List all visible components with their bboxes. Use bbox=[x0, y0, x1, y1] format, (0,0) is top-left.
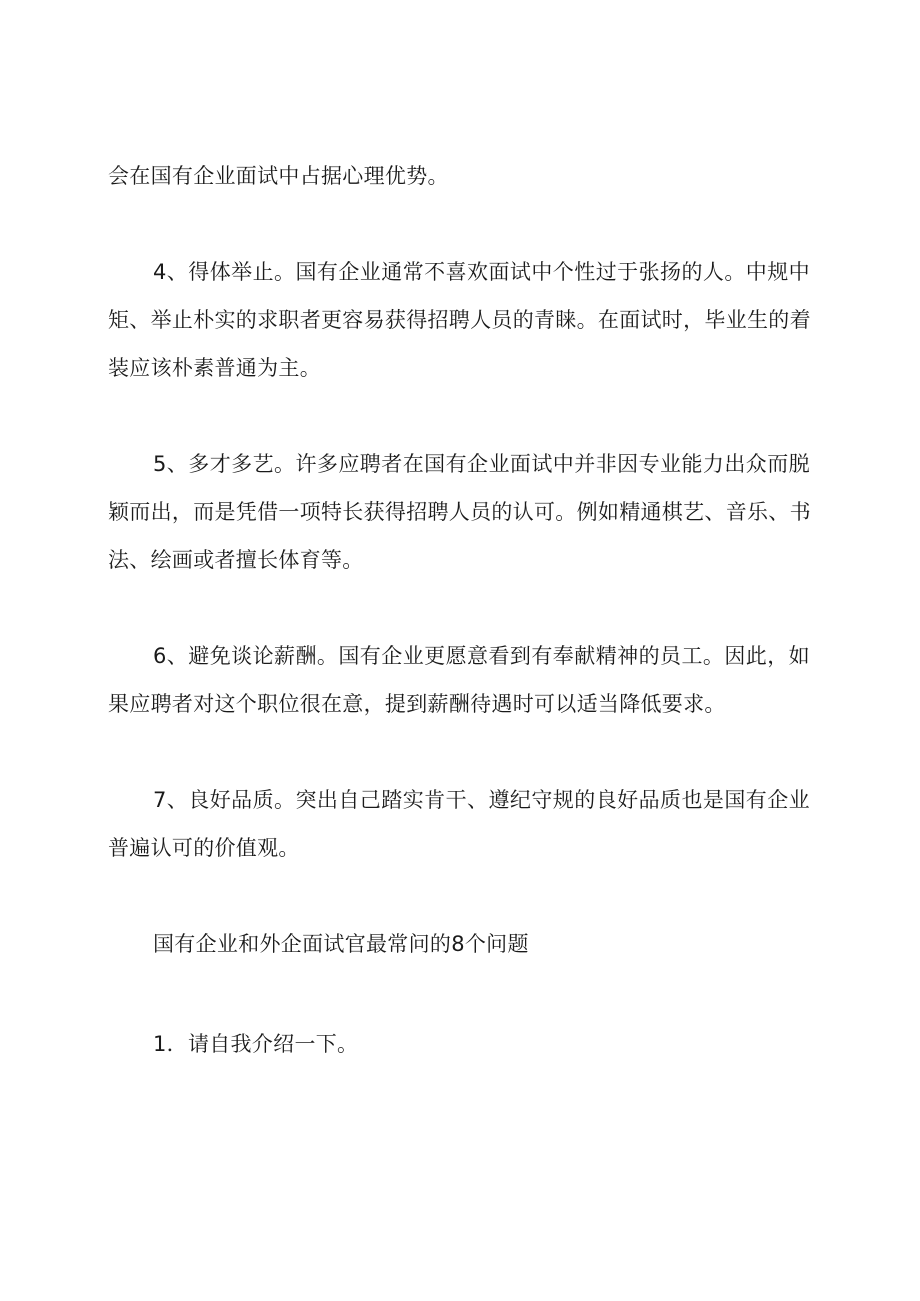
paragraph-line: 普遍认可的价值观。 bbox=[108, 836, 300, 860]
section-heading: 国有企业和外企面试官最常问的8个问题 bbox=[153, 932, 529, 956]
paragraph-line: 矩、举止朴实的求职者更容易获得招聘人员的青睐。在面试时，毕业生的着 bbox=[108, 308, 811, 332]
paragraph-line: 颖而出，而是凭借一项特长获得招聘人员的认可。例如精通棋艺、音乐、书 bbox=[108, 500, 811, 524]
paragraph-line: 法、绘画或者擅长体育等。 bbox=[108, 548, 364, 572]
paragraph-line: 6、避免谈论薪酬。国有企业更愿意看到有奉献精神的员工。因此，如 bbox=[153, 644, 810, 668]
paragraph-line: 7、良好品质。突出自己踏实肯干、遵纪守规的良好品质也是国有企业 bbox=[153, 788, 810, 812]
paragraph-line: 5、多才多艺。许多应聘者在国有企业面试中并非因专业能力出众而脱 bbox=[153, 452, 810, 476]
question-item: 1．请自我介绍一下。 bbox=[153, 1032, 359, 1056]
paragraph-line: 会在国有企业面试中占据心理优势。 bbox=[108, 164, 449, 188]
paragraph-line: 4、得体举止。国有企业通常不喜欢面试中个性过于张扬的人。中规中 bbox=[153, 260, 810, 284]
paragraph-line: 装应该朴素普通为主。 bbox=[108, 356, 321, 380]
paragraph-line: 果应聘者对这个职位很在意，提到薪酬待遇时可以适当降低要求。 bbox=[108, 692, 726, 716]
